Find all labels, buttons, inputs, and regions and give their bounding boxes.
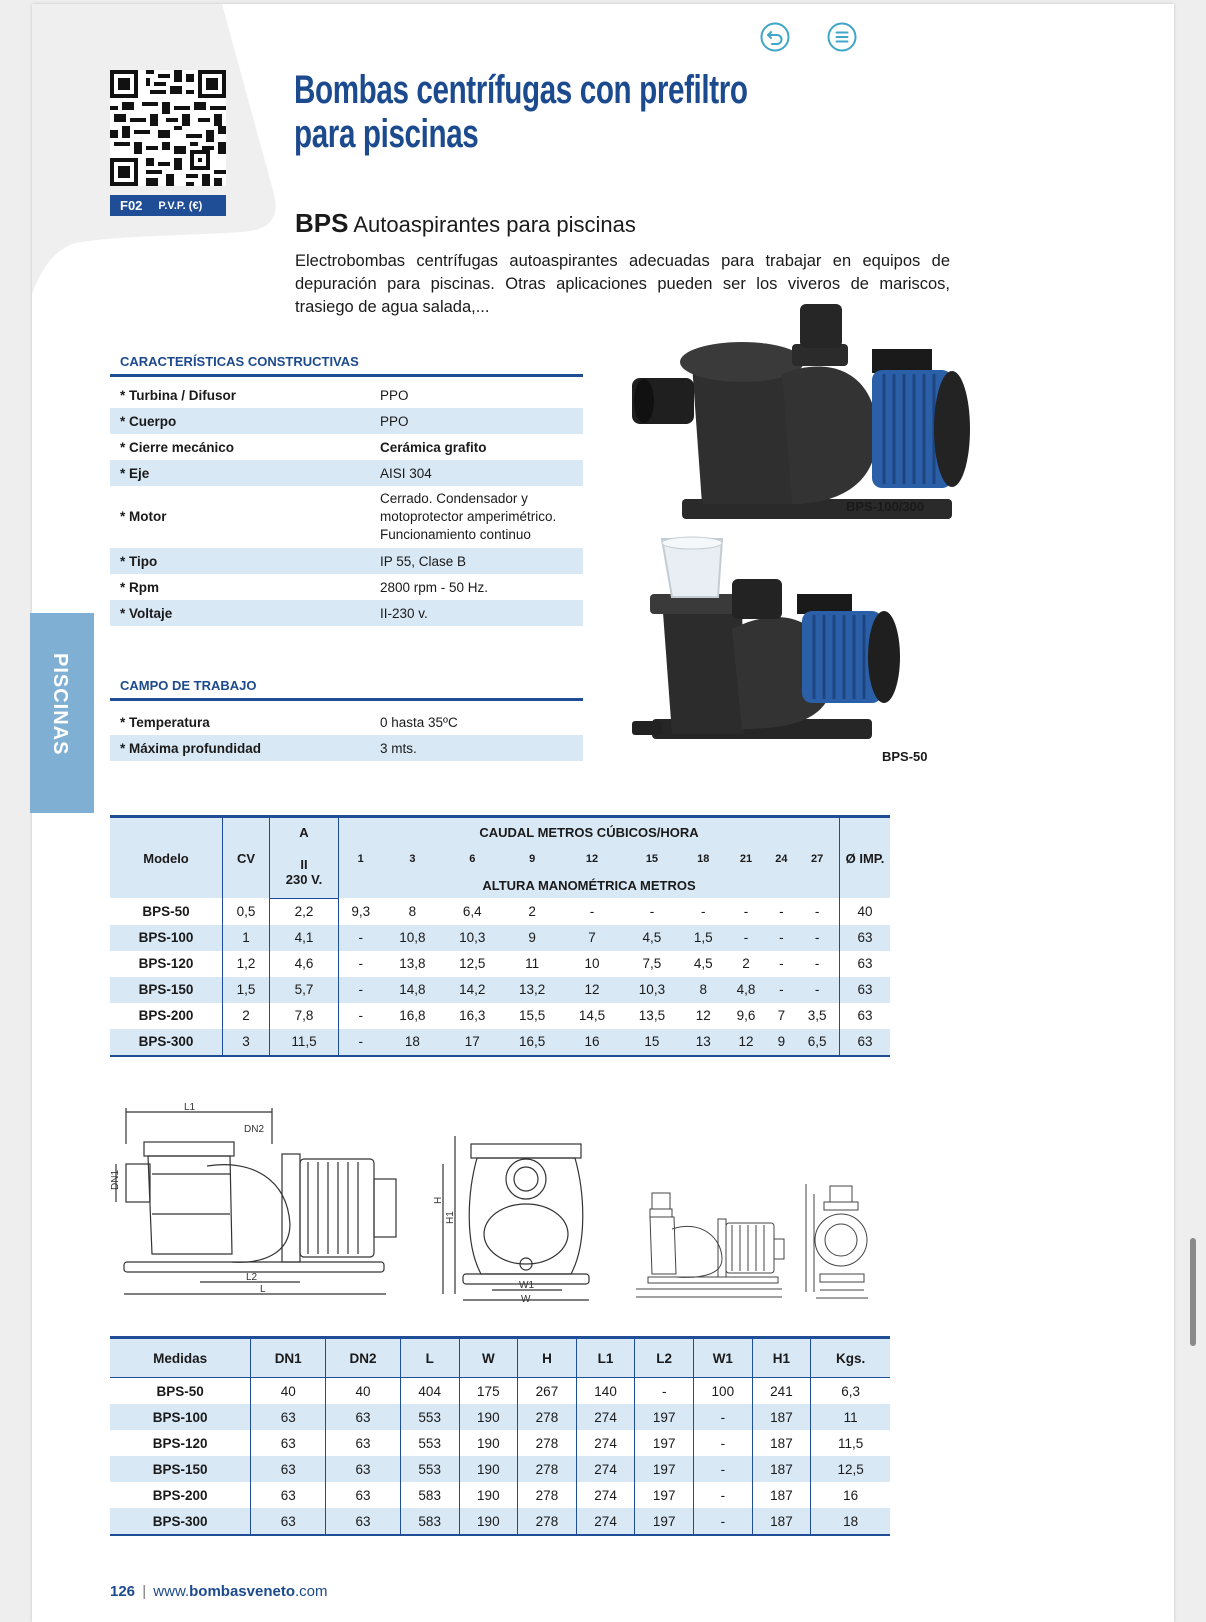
head-cell: - (795, 925, 839, 951)
measure-cell: 6,3 (811, 1378, 890, 1405)
measure-cell: 583 (400, 1482, 459, 1508)
spec-key: * Cuerpo (110, 408, 370, 434)
head-cell: 13,8 (399, 956, 426, 971)
head-cell: 9,3 (339, 898, 383, 925)
url-brand: bombasveneto (189, 1583, 295, 1600)
table-row (110, 1508, 890, 1535)
head-cell: - (767, 977, 795, 1003)
model-cell: BPS-50 (156, 1383, 204, 1399)
caudal-header: CAUDAL METROS CÚBICOS/HORA (339, 817, 840, 847)
model-cell: BPS-200 (152, 1487, 208, 1503)
measure-cell: 63 (251, 1430, 326, 1456)
measure-cell: 190 (459, 1482, 518, 1508)
footer-separator: | (142, 1583, 147, 1600)
head-cell: 1,5 (682, 925, 725, 951)
head-cell: 6,5 (795, 1029, 839, 1056)
head-cell: 12 (562, 977, 622, 1003)
measure-col-header: DN2 (326, 1338, 401, 1378)
head-cell: - (339, 1003, 383, 1029)
product-subtitle-text: Autoaspirantes para piscinas (353, 212, 636, 237)
spec-value: 3 mts. (370, 735, 583, 761)
head-cell: - (339, 951, 383, 977)
table-row (110, 925, 890, 951)
head-cell: 4,5 (693, 956, 713, 971)
head-cell: 16,5 (502, 1029, 562, 1056)
head-cell: - (743, 903, 749, 919)
measure-col-header: L (400, 1338, 459, 1378)
col-cv: CV (223, 817, 270, 899)
table-row (110, 548, 583, 574)
col-imp: Ø IMP. (840, 817, 891, 899)
head-cell: - (725, 925, 768, 951)
measure-cell: 187 (752, 1430, 811, 1456)
head-cell: 12,5 (459, 956, 486, 971)
head-cell: - (589, 903, 595, 919)
model-cell: BPS-120 (138, 956, 194, 971)
flow-col: 15 (622, 846, 682, 872)
dim-label: L (260, 1284, 266, 1295)
table-row (110, 1003, 890, 1029)
measure-cell: 553 (400, 1456, 459, 1482)
measure-cell: 63 (251, 1508, 326, 1535)
pump-side-view-diagram (112, 1104, 402, 1299)
measure-cell: 274 (576, 1456, 635, 1482)
table-row (110, 1029, 890, 1056)
ampere-cell: 2,2 (270, 898, 339, 925)
measure-cell: 16 (811, 1482, 890, 1508)
spec-key: * Turbina / Difusor (120, 387, 237, 403)
head-cell: 4,5 (622, 925, 682, 951)
cv-cell: 0,5 (223, 898, 270, 925)
title-line-2: para piscinas (294, 112, 479, 156)
dim-label: L1 (184, 1102, 196, 1113)
measure-cell: 175 (459, 1378, 518, 1405)
measure-cell: 278 (518, 1456, 577, 1482)
measure-cell: 187 (752, 1404, 811, 1430)
col-a-volt: 230 V. (285, 871, 323, 887)
spec-key: * Voltaje (110, 600, 370, 626)
table-row (110, 1456, 890, 1482)
catalog-code-badge (110, 195, 226, 216)
spec-key: * Tipo (110, 548, 370, 574)
construction-table (110, 382, 583, 626)
head-cell: 6,4 (462, 903, 482, 919)
measure-cell: 278 (518, 1430, 577, 1456)
model-cell: BPS-120 (152, 1435, 208, 1451)
measure-cell: 267 (518, 1378, 577, 1405)
pump-label-bps-50: BPS-50 (882, 749, 928, 764)
table-row (110, 600, 583, 626)
measure-cell: - (694, 1482, 753, 1508)
flow-col: 18 (682, 846, 725, 872)
head-cell: 7,5 (642, 956, 662, 971)
head-cell: 12 (695, 1008, 711, 1023)
head-cell: - (814, 903, 820, 919)
measure-cell: 63 (326, 1430, 401, 1456)
flow-col: 1 (339, 846, 383, 872)
title-line-1: Bombas centrífugas con prefiltro (294, 68, 748, 112)
flow-col: 24 (767, 846, 795, 872)
altura-header: ALTURA MANOMÉTRICA METROS (339, 872, 840, 898)
measures-body (110, 1378, 890, 1536)
measure-col-header: H (518, 1338, 577, 1378)
spec-value: PPO (370, 408, 583, 434)
head-cell: 8 (682, 977, 725, 1003)
measures-table (110, 1336, 890, 1536)
head-cell: 7 (562, 925, 622, 951)
working-table (110, 709, 583, 761)
measure-cell: 63 (251, 1482, 326, 1508)
measure-col-header: L2 (635, 1338, 694, 1378)
product-model: BPS (295, 208, 349, 238)
measure-cell: 190 (459, 1456, 518, 1482)
dim-label: W (521, 1294, 531, 1305)
product-subtitle (295, 208, 636, 239)
head-cell: - (795, 977, 839, 1003)
measure-cell: 278 (518, 1508, 577, 1535)
measure-cell: 40 (326, 1378, 401, 1405)
model-cell: BPS-150 (110, 977, 223, 1003)
flow-col: 27 (795, 846, 839, 872)
head-cell: - (701, 903, 706, 919)
impeller-cell: 63 (840, 925, 891, 951)
head-cell: 10,3 (622, 977, 682, 1003)
performance-table (110, 815, 890, 1057)
head-cell: 15,5 (519, 1008, 546, 1023)
cv-cell: 1,5 (223, 977, 270, 1003)
table-row (110, 1378, 890, 1405)
spec-value: AISI 304 (370, 460, 583, 486)
head-cell: 2 (528, 903, 536, 919)
menu-icon[interactable] (827, 22, 857, 52)
measure-col-header: Kgs. (811, 1338, 890, 1378)
measure-cell: 197 (635, 1404, 694, 1430)
catalog-code: F02 (120, 198, 143, 213)
page-title (294, 68, 748, 156)
measure-cell: 274 (576, 1508, 635, 1535)
head-cell: 13,2 (502, 977, 562, 1003)
cv-cell: 3 (223, 1029, 270, 1056)
url-suffix: .com (294, 1583, 328, 1600)
head-cell: 4,8 (725, 977, 768, 1003)
measure-cell: 63 (326, 1508, 401, 1535)
head-cell: 9 (767, 1029, 795, 1056)
measure-cell: 274 (576, 1482, 635, 1508)
head-cell: 14,8 (382, 977, 442, 1003)
model-cell: BPS-100 (110, 925, 223, 951)
pump-front-view-diagram (433, 1134, 602, 1305)
measure-col-header: H1 (752, 1338, 811, 1378)
footer-url[interactable] (153, 1583, 327, 1600)
head-cell: 13 (682, 1029, 725, 1056)
table-row (110, 1404, 890, 1430)
measure-cell: 100 (694, 1378, 753, 1405)
measure-col-header: Medidas (110, 1338, 251, 1378)
ampere-cell: 5,7 (270, 977, 339, 1003)
url-prefix: www. (153, 1583, 190, 1600)
dim-label: L2 (246, 1272, 258, 1283)
measure-cell: 63 (326, 1404, 401, 1430)
spec-key: * Máxima profundidad (110, 735, 370, 761)
head-cell: 9,6 (736, 1008, 756, 1023)
flow-col: 3 (382, 846, 442, 872)
measure-cell: 190 (459, 1404, 518, 1430)
head-cell: 11 (525, 956, 540, 971)
measure-col-header: W (459, 1338, 518, 1378)
cv-cell: 1,2 (223, 951, 270, 977)
measure-cell: 553 (400, 1404, 459, 1430)
head-cell: 10,8 (382, 925, 442, 951)
impeller-cell: 63 (840, 977, 891, 1003)
spec-key: * Temperatura (120, 714, 210, 730)
table-row (110, 898, 890, 925)
measure-cell: 12,5 (811, 1456, 890, 1482)
table-row (110, 977, 890, 1003)
head-cell: 9 (502, 925, 562, 951)
head-cell: 12 (725, 1029, 768, 1056)
spec-key: * Motor (120, 509, 167, 524)
pump-bps-50-image (632, 539, 932, 754)
head-cell: 13,5 (638, 1008, 666, 1023)
head-cell: - (779, 903, 784, 919)
measure-col-header: L1 (576, 1338, 635, 1378)
measure-cell: - (694, 1404, 753, 1430)
impeller-cell: 63 (840, 951, 891, 977)
head-cell: - (649, 903, 655, 919)
model-cell: BPS-300 (110, 1508, 251, 1535)
ampere-cell: 7,8 (270, 1003, 339, 1029)
head-cell: 14,2 (442, 977, 502, 1003)
section-tab[interactable] (30, 613, 94, 813)
table-row (110, 1482, 890, 1508)
measure-cell: - (635, 1378, 694, 1405)
spec-value: II-230 v. (370, 600, 583, 626)
col-a: A (270, 817, 339, 847)
measures-header-row (110, 1338, 890, 1378)
measure-cell: 274 (576, 1404, 635, 1430)
spec-key: * Eje (110, 460, 370, 486)
dim-label: H1 (445, 1211, 456, 1224)
head-cell: - (767, 925, 795, 951)
measure-cell: 404 (400, 1378, 459, 1405)
head-cell: - (339, 925, 383, 951)
table-row (110, 382, 583, 408)
flow-col: 9 (502, 846, 562, 872)
ampere-cell: 4,1 (270, 925, 339, 951)
measure-cell: 190 (459, 1508, 518, 1535)
table-row (110, 434, 583, 460)
catalog-page (32, 4, 1174, 1622)
qr-code-icon (110, 70, 226, 186)
measure-cell: 11 (811, 1404, 890, 1430)
working-heading: CAMPO DE TRABAJO (110, 678, 583, 701)
measure-cell: 63 (251, 1404, 326, 1430)
measure-cell: 274 (576, 1430, 635, 1456)
model-cell: BPS-300 (110, 1029, 223, 1056)
measure-cell: 197 (635, 1482, 694, 1508)
measure-cell: 553 (400, 1430, 459, 1456)
model-cell: BPS-50 (142, 903, 190, 919)
page-footer (110, 1583, 328, 1600)
measure-cell: 190 (459, 1430, 518, 1456)
head-cell: 15 (622, 1029, 682, 1056)
ampere-cell: 4,6 (270, 951, 339, 977)
spec-key: * Cierre mecánico (120, 439, 235, 455)
head-cell: 16,8 (399, 1008, 426, 1023)
table-row (110, 1430, 890, 1456)
model-cell: BPS-150 (110, 1456, 251, 1482)
measure-col-header: DN1 (251, 1338, 326, 1378)
page-number: 126 (110, 1583, 136, 1600)
measure-cell: 187 (752, 1508, 811, 1535)
table-row (110, 574, 583, 600)
measure-col-header: W1 (694, 1338, 753, 1378)
measure-cell: 40 (251, 1378, 326, 1405)
cv-cell: 2 (223, 1003, 270, 1029)
measure-cell: 63 (326, 1456, 401, 1482)
measure-cell: 187 (752, 1456, 811, 1482)
col-model: Modelo (110, 817, 223, 899)
head-cell: - (814, 956, 820, 971)
measure-cell: 197 (635, 1456, 694, 1482)
dim-label: H (433, 1196, 444, 1204)
head-cell: 18 (382, 1029, 442, 1056)
measure-cell: 197 (635, 1430, 694, 1456)
head-cell: 7 (777, 1008, 786, 1023)
measure-cell: - (694, 1456, 753, 1482)
spec-value: Cerámica grafito (380, 439, 487, 455)
head-cell: - (339, 1029, 383, 1056)
head-cell: 16,3 (459, 1008, 486, 1023)
flow-col: 12 (562, 846, 622, 872)
spec-value: 2800 rpm - 50 Hz. (380, 579, 489, 595)
flow-col: 21 (725, 846, 768, 872)
head-cell: 3,5 (807, 1008, 827, 1023)
measure-cell: 63 (251, 1456, 326, 1482)
scrollbar-thumb[interactable] (1190, 1238, 1196, 1346)
cv-cell: 1 (223, 925, 270, 951)
measure-cell: 140 (576, 1378, 635, 1405)
measure-cell: - (694, 1508, 753, 1535)
head-cell: - (779, 956, 784, 971)
table-row (110, 709, 583, 735)
model-cell: BPS-200 (138, 1008, 194, 1023)
dim-label: W1 (519, 1280, 534, 1291)
product-description: Electrobombas centrífugas autoaspirantes adecuadas para trabajar en equipos de depuración para piscinas. Otras aplicaciones pueden ser los viveros de mariscos, trasiego de agua salada,... (295, 252, 950, 316)
measure-cell: 197 (635, 1508, 694, 1535)
head-cell: 16 (562, 1029, 622, 1056)
pump-bps-50-front-diagram (802, 1184, 872, 1304)
head-cell: 17 (442, 1029, 502, 1056)
head-cell: 10,3 (442, 925, 502, 951)
table-row (110, 486, 583, 548)
measure-cell: 241 (752, 1378, 811, 1405)
col-a-phase: II (300, 856, 308, 872)
spec-value: PPO (380, 387, 409, 403)
pump-label-bps-100-300: BPS-100/300 (846, 499, 925, 514)
construction-heading: CARACTERÍSTICAS CONSTRUCTIVAS (110, 354, 583, 377)
pump-bps-50-side-diagram (632, 1179, 797, 1304)
measure-cell: - (694, 1430, 753, 1456)
impeller-cell: 63 (840, 1003, 891, 1029)
measure-cell: 18 (811, 1508, 890, 1535)
measure-cell: 11,5 (811, 1430, 890, 1456)
head-cell: 2 (742, 956, 750, 971)
section-tab-label: PISCINAS (49, 653, 71, 756)
measure-cell: 278 (518, 1404, 577, 1430)
table-row (110, 735, 583, 761)
spec-key: * Rpm (120, 579, 160, 595)
measure-cell: 583 (400, 1508, 459, 1535)
spec-value: 0 hasta 35ºC (380, 714, 458, 730)
measure-cell: 63 (326, 1482, 401, 1508)
table-row (110, 408, 583, 434)
head-cell: 10 (584, 956, 600, 971)
ampere-cell: 11,5 (270, 1029, 339, 1056)
head-cell: 14,5 (578, 1008, 606, 1023)
spec-value: IP 55, Clase B (370, 548, 583, 574)
head-cell: - (339, 977, 383, 1003)
table-row (110, 460, 583, 486)
flow-col: 6 (442, 846, 502, 872)
spec-value: Cerrado. Condensador y motoprotector amperimétrico. Funcionamiento continuo (380, 491, 557, 542)
impeller-cell: 40 (840, 898, 891, 925)
table-row (110, 951, 890, 977)
head-cell: 8 (408, 903, 417, 919)
measure-cell: 278 (518, 1482, 577, 1508)
performance-body (110, 898, 890, 1056)
impeller-cell: 63 (840, 1029, 891, 1056)
price-label: P.V.P. (€) (158, 199, 203, 212)
measure-cell: 187 (752, 1482, 811, 1508)
model-cell: BPS-100 (110, 1404, 251, 1430)
col-a-unit (270, 846, 339, 898)
dim-label: DN2 (244, 1124, 265, 1135)
back-arrow-icon[interactable] (760, 22, 790, 52)
dim-label: DN1 (110, 1169, 121, 1190)
